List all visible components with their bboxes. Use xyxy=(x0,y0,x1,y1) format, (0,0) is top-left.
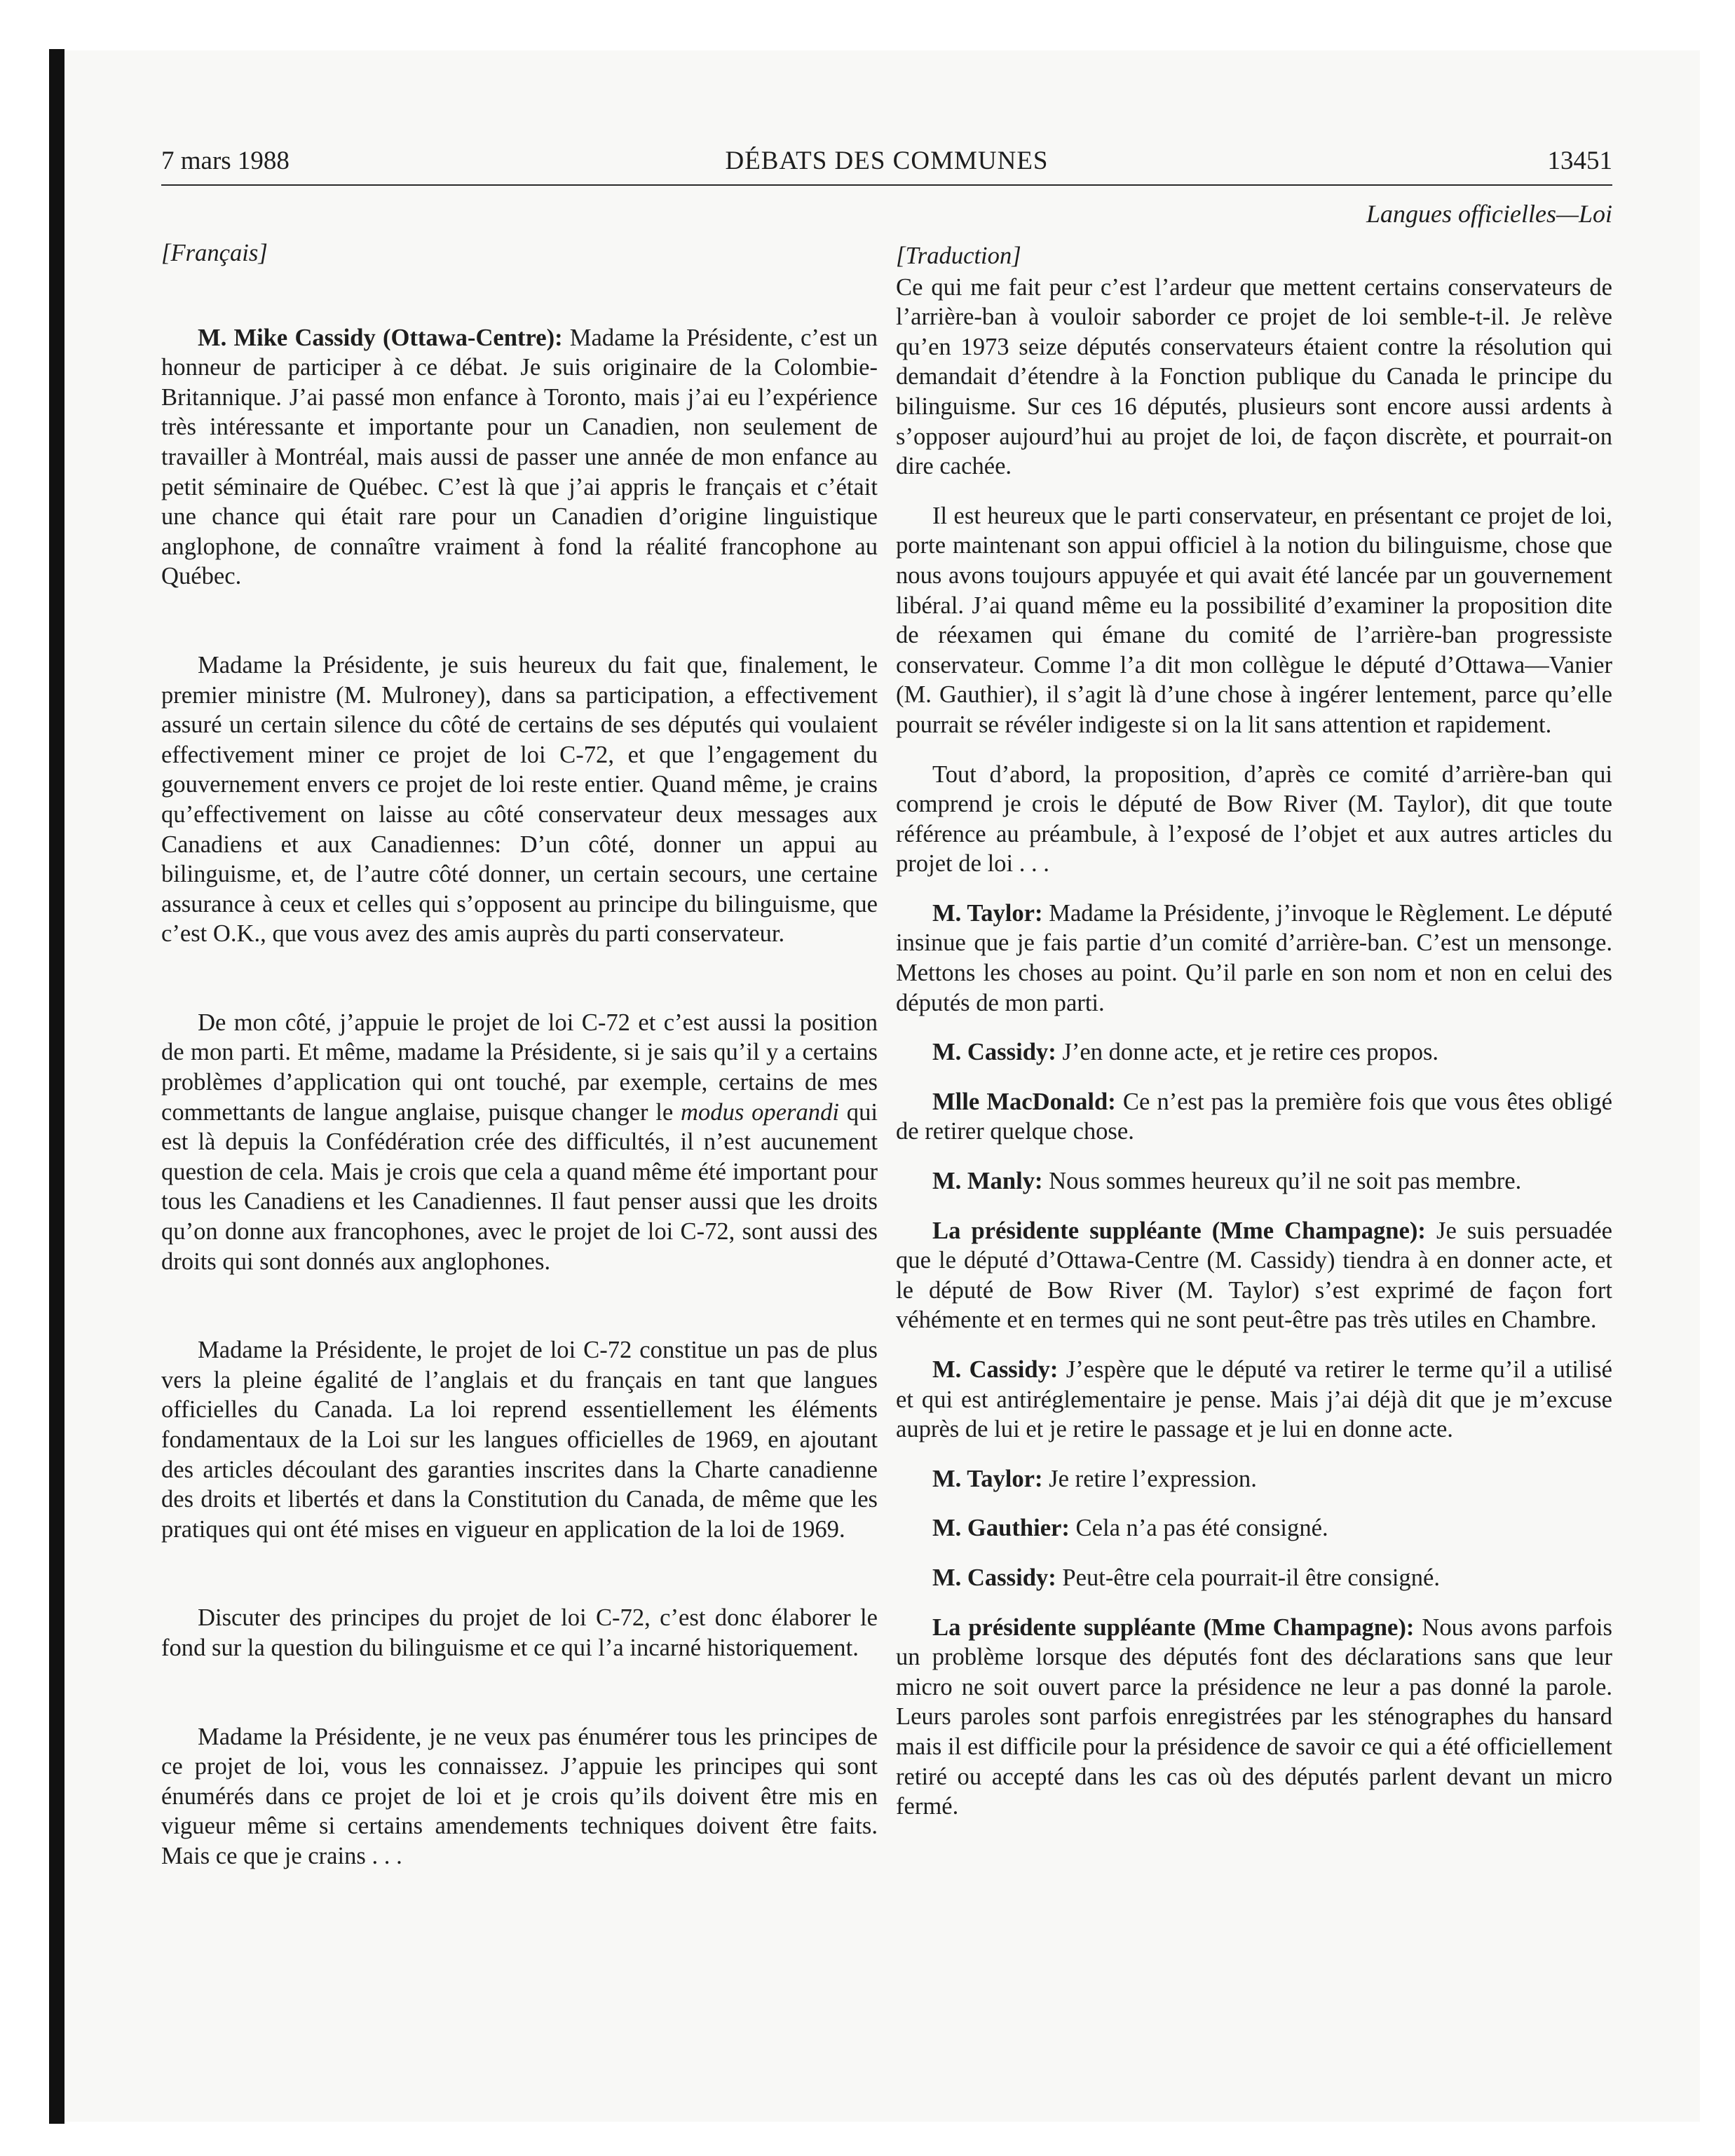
paragraph: Tout d’abord, la proposition, d’après ce comité d’arrière-ban qui comprend je crois le député de Bow River (M. Taylor), dit que toute référence au préambule, à l’exposé de l’objet et aux autres articles du projet de loi . . . xyxy=(896,760,1612,878)
speaker-name: Mlle MacDonald: xyxy=(932,1088,1116,1115)
speech-text: Nous avons parfois un problème lorsque des députés font des déclarations sans que leur micro ne soit ouvert parce la présidence ne leur a pas donné la parole. Leurs paroles sont parfois enregistrées par les sténographes du hansard mais il est difficile pour la présidence de savoir ce qui a été officiellement retiré ou accepté dans les cas où des députés parlent devant un micro fermé. xyxy=(896,1613,1612,1820)
exchange xyxy=(896,899,1612,1018)
paragraph: Discuter des principes du projet de loi C-72, c’est donc élaborer le fond sur la question du bilinguisme et ce qui l’a incarné historiquement. xyxy=(161,1604,878,1661)
scan-binding-edge xyxy=(49,49,64,2124)
exchange xyxy=(896,1087,1612,1147)
speaker-name: M. Mike Cassidy (Ottawa-Centre): xyxy=(198,324,563,351)
right-column xyxy=(896,241,1612,1841)
header-page-number: 13451 xyxy=(1547,146,1612,175)
speaker-name: M. Manly: xyxy=(932,1168,1043,1195)
speech-text: Madame la Présidente, c’est un honneur de participer à ce débat. Je suis originaire de la Colombie-Britannique. J’ai passé mon enfance à Toronto, mais j’ai eu l’expérience très intéressante et importante pour un Canadien, non seulement de travailler à Montréal, mais aussi de passer une année de mon enfance au petit séminaire de Québec. C’est là que j’ai appris le français et c’était une chance qui était rare pour un Canadien d’origine linguistique anglophone, de connaître vraiment à fond la réalité francophone au Québec. xyxy=(161,324,878,590)
running-head: Langues officielles—Loi xyxy=(1366,200,1612,228)
speaker-name: M. Taylor: xyxy=(932,1465,1043,1492)
language-tag: [Traduction] xyxy=(896,243,1021,269)
header-rule xyxy=(161,184,1612,186)
paragraph: Il est heureux que le parti conservateur, en présentant ce projet de loi, porte maintenant son appui officiel à la notion du bilinguisme, chose que nous avons toujours appuyée et qui avait été lancée par un gouvernement libéral. J’ai quand même eu la possibilité d’examiner la proposition dite de réexamen qui émane du comité de l’arrière-ban progressiste conservateur. Comme l’a dit mon collègue le député d’Ottawa—Vanier (M. Gauthier), il s’agit là d’une chose à ingérer lentement, parce qu’elle pourrait se révéler indigeste si on la lit sans attention et rapidement. xyxy=(896,502,1612,738)
speaker-name: La présidente suppléante (Mme Champagne): xyxy=(932,1217,1426,1244)
paragraph: Madame la Présidente, je suis heureux du fait que, finalement, le premier ministre (M. Mulroney), dans sa participation, a effectivement assuré un certain silence du côté de certains de ses députés qui voulaient effectivement miner ce projet de loi C-72, et que l’engagement du gouvernement envers ce projet de loi reste entier. Quand même, je crains qu’effectivement on laisse au côté conservateur deux messages aux Canadiens et aux Canadiennes: D’un côté, donner un appui au bilinguisme, et, de l’autre côté donner, un certain secours, une certaine assurance à ceux et celles qui s’opposent au principe du bilinguisme, que c’est O.K., que vous avez des amis auprès du parti conservateur. xyxy=(161,651,878,948)
page-header xyxy=(161,146,1612,182)
exchange xyxy=(896,1563,1612,1593)
exchange xyxy=(896,1464,1612,1494)
speech-text: Madame la Présidente, j’invoque le Règlement. Le député insinue que je fais partie d’un comité d’arrière-ban. C’est un mensonge. Mettons les choses au point. Qu’il parle en son nom et non en celui des députés de mon parti. xyxy=(896,899,1612,1016)
paragraph: Madame la Présidente, le projet de loi C-72 constitue un pas de plus vers la pleine égalité de l’anglais et du français en tant que langues officielles du Canada. La loi reprend essentiellement les éléments fondamentaux de la Loi sur les langues officielles de 1969, en ajoutant des articles découlant des garanties inscrites dans la Charte canadienne des droits et libertés et dans la Constitution du Canada, de même que les pratiques qui ont été mises en vigueur en application de la loi de 1969. xyxy=(161,1337,878,1543)
speech-text: Cela n’a pas été consigné. xyxy=(1069,1515,1328,1542)
speaker-name: M. Taylor: xyxy=(932,899,1043,927)
exchange xyxy=(896,1613,1612,1822)
paragraph: Ce qui me fait peur c’est l’ardeur que mettent certains conservateurs de l’arrière-ban à vouloir saborder ce projet de loi semble-t-il. Je relève qu’en 1973 seize députés conservateurs étaient contre la résolution qui demandait d’étendre à la Fonction publique du Canada le principe du bilinguisme. Sur ces 16 députés, plusieurs sont encore aussi ardents à s’opposer aujourd’hui au projet de loi, de façon discrète, et pourrait-on dire cachée. xyxy=(896,273,1612,480)
italic-term: modus operandi xyxy=(681,1098,839,1126)
left-column xyxy=(161,238,878,1930)
exchange xyxy=(896,1166,1612,1196)
speech-text: Je retire l’expression. xyxy=(1042,1465,1257,1492)
speech-text: Ce n’est pas la première fois que vous êtes obligé de retirer quelque chose. xyxy=(896,1088,1612,1145)
speech-text: J’espère que le député va retirer le terme qu’il a utilisé et qui est antiréglementaire je pense. Mais j’ai déjà dit que je m’excuse auprès de lui et je retire le passage et je lui en donne acte. xyxy=(896,1356,1612,1443)
speaker-name: La présidente suppléante (Mme Champagne): xyxy=(932,1613,1415,1641)
exchange xyxy=(896,1216,1612,1335)
speaker-name: M. Cassidy: xyxy=(932,1356,1059,1383)
exchange xyxy=(896,1037,1612,1067)
header-date: 7 mars 1988 xyxy=(161,146,290,175)
speech-text: De mon côté, j’appuie le projet de loi C-72 et c’est aussi la position de mon parti. Et même, madame la Présidente, si je sais qu’il y a certains problèmes d’application qui ont touché, par exemple, certains de mes commettants de langue anglaise, puisque changer le xyxy=(161,1009,878,1126)
speech-text: Nous sommes heureux qu’il ne soit pas membre. xyxy=(1042,1168,1522,1195)
speech-text: Peut-être cela pourrait-il être consigné. xyxy=(1056,1564,1440,1591)
speaker-name: M. Gauthier: xyxy=(932,1515,1070,1542)
speaker-name: M. Cassidy: xyxy=(932,1564,1056,1591)
speech-text: J’en donne acte, et je retire ces propos. xyxy=(1056,1039,1439,1066)
speech-text: qui est là depuis la Confédération crée des difficultés, il n’est aucunement question de cela. Mais je crois que cela a quand même été important pour tous les Canadiens et les Canadiennes. Il faut penser aussi que les droits qu’on donne aux francophones, avec le projet de loi C-72, sont aussi des droits qui sont donnés aux anglophones. xyxy=(161,1098,878,1275)
paragraph xyxy=(161,1008,878,1276)
speaker-name: M. Cassidy: xyxy=(932,1039,1056,1066)
language-tag: [Français] xyxy=(161,240,268,266)
exchange xyxy=(896,1355,1612,1445)
header-title: DÉBATS DES COMMUNES xyxy=(725,146,1049,175)
paragraph: Madame la Présidente, je ne veux pas énumérer tous les principes de ce projet de loi, vous les connaissez. J’appuie les principes qui sont énumérés dans ce projet de loi et je crois qu’ils doivent être mis en vigueur même si certains amendements techniques doivent être faits. Mais ce que je crains . . . xyxy=(161,1723,878,1869)
paragraph xyxy=(161,323,878,592)
speech-text: Je suis persuadée que le député d’Ottawa-Centre (M. Cassidy) tiendra à en donner acte, et le député de Bow River (M. Taylor) s’est exprimé de façon fort véhémente et en termes qui ne sont peut-être pas très utiles en Chambre. xyxy=(896,1217,1613,1334)
scan-margin xyxy=(0,0,1735,49)
exchange xyxy=(896,1513,1612,1543)
